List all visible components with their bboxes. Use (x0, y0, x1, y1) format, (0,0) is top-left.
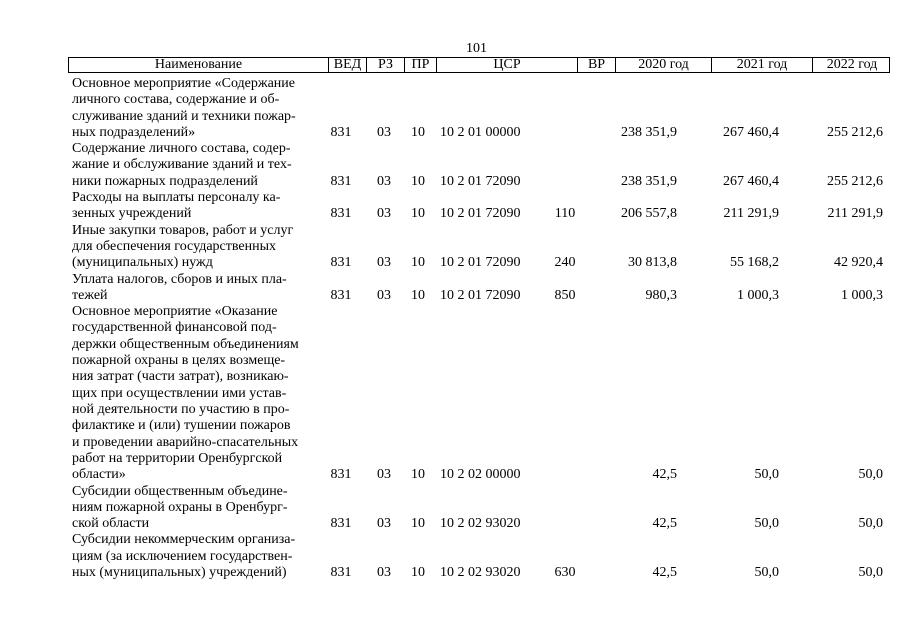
row-name-line: Иные закупки товаров, работ и услуг (72, 222, 294, 238)
pr-cell: 10 (411, 124, 425, 140)
row-name-cell (72, 484, 330, 533)
vr-cell: 240 (554, 255, 576, 271)
ved-cell: 831 (330, 255, 352, 271)
csr-cell: 10 2 01 72090 (440, 287, 521, 303)
amount-2022-cell: 50,0 (858, 516, 883, 532)
header-csr: ЦСР (436, 58, 577, 72)
ved-cell: 831 (330, 287, 352, 303)
header-2020: 2020 год (615, 58, 711, 72)
amount-2020-cell: 42,5 (652, 467, 677, 483)
table-row (0, 223, 905, 272)
row-name-line: и проведении аварийно-спасательных (72, 434, 299, 450)
amount-2020-cell: 42,5 (652, 516, 677, 532)
table-row (0, 141, 905, 190)
header-rz: РЗ (366, 58, 404, 72)
amount-2020-cell: 238 351,9 (621, 124, 677, 140)
row-name-cell (72, 141, 330, 190)
amount-2020-cell: 30 813,8 (628, 255, 677, 271)
rz-cell: 03 (377, 516, 391, 532)
header-2022: 2022 год (812, 58, 891, 72)
amount-2021-cell: 1 000,3 (737, 287, 779, 303)
row-name-line: Субсидии общественным объедине- (72, 483, 288, 499)
row-name-cell (72, 223, 330, 272)
row-name-line: Расходы на выплаты персоналу ка- (72, 190, 281, 206)
amount-2022-cell: 255 212,6 (827, 124, 883, 140)
row-name-line: Субсидии некоммерческим организа- (72, 532, 296, 548)
rz-cell: 03 (377, 255, 391, 271)
pr-cell: 10 (411, 173, 425, 189)
rz-cell: 03 (377, 124, 391, 140)
pr-cell: 10 (411, 206, 425, 222)
csr-cell: 10 2 02 93020 (440, 516, 521, 532)
pr-cell: 10 (411, 516, 425, 532)
csr-cell: 10 2 01 72090 (440, 255, 521, 271)
amount-2021-cell: 267 460,4 (723, 173, 779, 189)
row-name-line: держки общественным объединениям (72, 336, 299, 352)
row-name-line: ной деятельности по участию в про- (72, 401, 290, 417)
pr-cell: 10 (411, 564, 425, 580)
vr-cell: 630 (554, 564, 576, 580)
csr-cell: 10 2 01 72090 (440, 173, 521, 189)
row-name-cell (72, 272, 330, 305)
pr-cell: 10 (411, 255, 425, 271)
row-name-line: для обеспечения государственных (72, 238, 276, 254)
rz-cell: 03 (377, 467, 391, 483)
vr-cell: 110 (554, 206, 576, 222)
ved-cell: 831 (330, 173, 352, 189)
amount-2022-cell: 255 212,6 (827, 173, 883, 189)
row-name-line: филактике и (или) тушении пожаров (72, 418, 291, 434)
rz-cell: 03 (377, 287, 391, 303)
row-name-line: Содержание личного состава, содер- (72, 141, 291, 157)
row-name-cell (72, 190, 330, 223)
row-name-line: области» (72, 467, 126, 483)
ved-cell: 831 (330, 124, 352, 140)
ved-cell: 831 (330, 467, 352, 483)
table-row (0, 190, 905, 223)
amount-2021-cell: 55 168,2 (730, 255, 779, 271)
ved-cell: 831 (330, 516, 352, 532)
rz-cell: 03 (377, 564, 391, 580)
row-name-line: ниям пожарной охраны в Оренбург- (72, 499, 288, 515)
amount-2022-cell: 50,0 (858, 564, 883, 580)
row-name-line: личного состава, содержание и об- (72, 92, 280, 108)
row-name-line: жание и обслуживание зданий и тех- (72, 157, 292, 173)
rz-cell: 03 (377, 206, 391, 222)
amount-2021-cell: 50,0 (754, 467, 779, 483)
csr-cell: 10 2 02 93020 (440, 564, 521, 580)
amount-2022-cell: 50,0 (858, 467, 883, 483)
header-ved: ВЕД (328, 58, 366, 72)
row-name-cell (72, 76, 330, 141)
row-name-line: ных подразделений» (72, 124, 196, 140)
amount-2020-cell: 238 351,9 (621, 173, 677, 189)
header-name: Наименование (154, 57, 243, 72)
header-2021: 2021 год (711, 58, 812, 72)
amount-2022-cell: 1 000,3 (841, 287, 883, 303)
row-name-line: государственной финансовой под- (72, 320, 277, 336)
amount-2021-cell: 50,0 (754, 516, 779, 532)
amount-2021-cell: 50,0 (754, 564, 779, 580)
table-row (0, 272, 905, 305)
row-name-line: служивание зданий и техники пожар- (72, 108, 296, 124)
amount-2022-cell: 42 920,4 (834, 255, 883, 271)
pr-cell: 10 (411, 467, 425, 483)
row-name-line: (муниципальных) нужд (72, 255, 213, 271)
amount-2020-cell: 206 557,8 (621, 206, 677, 222)
header-pr: ПР (404, 58, 436, 72)
table-row (0, 532, 905, 581)
row-name-line: ных (муниципальных) учреждений) (72, 564, 287, 580)
amount-2020-cell: 42,5 (652, 564, 677, 580)
row-name-line: пожарной охраны в целях возмеще- (72, 353, 286, 369)
row-name-line: циям (за исключением государствен- (72, 548, 293, 564)
row-name-line: тежей (72, 287, 108, 303)
amount-2022-cell: 211 291,9 (827, 206, 883, 222)
row-name-line: ния затрат (части затрат), возникаю- (72, 369, 289, 385)
table-row (0, 304, 905, 483)
amount-2021-cell: 267 460,4 (723, 124, 779, 140)
ved-cell: 831 (330, 564, 352, 580)
row-name-line: ники пожарных подразделений (72, 173, 258, 189)
row-name-line: Уплата налогов, сборов и иных пла- (72, 271, 287, 287)
row-name-line: работ на территории Оренбургской (72, 450, 283, 466)
row-name-line: Основное мероприятие «Содержание (72, 76, 295, 91)
amount-2021-cell: 211 291,9 (723, 206, 779, 222)
row-name-cell (72, 532, 330, 581)
row-name-line: Основное мероприятие «Оказание (72, 304, 278, 320)
csr-cell: 10 2 01 00000 (440, 124, 521, 140)
row-name-line: щих при осуществлении ими устав- (72, 385, 287, 401)
table-header (68, 57, 890, 73)
row-name-line: ской области (72, 516, 150, 532)
pr-cell: 10 (411, 287, 425, 303)
header-vr: ВР (577, 58, 615, 72)
table-row (0, 76, 905, 141)
rz-cell: 03 (377, 173, 391, 189)
csr-cell: 10 2 02 00000 (440, 467, 521, 483)
amount-2020-cell: 980,3 (645, 287, 677, 303)
page-number: 101 (466, 41, 487, 56)
table-row (0, 484, 905, 533)
row-name-cell (72, 304, 330, 483)
csr-cell: 10 2 01 72090 (440, 206, 521, 222)
row-name-line: зенных учреждений (72, 206, 192, 222)
vr-cell: 850 (554, 287, 576, 303)
ved-cell: 831 (330, 206, 352, 222)
